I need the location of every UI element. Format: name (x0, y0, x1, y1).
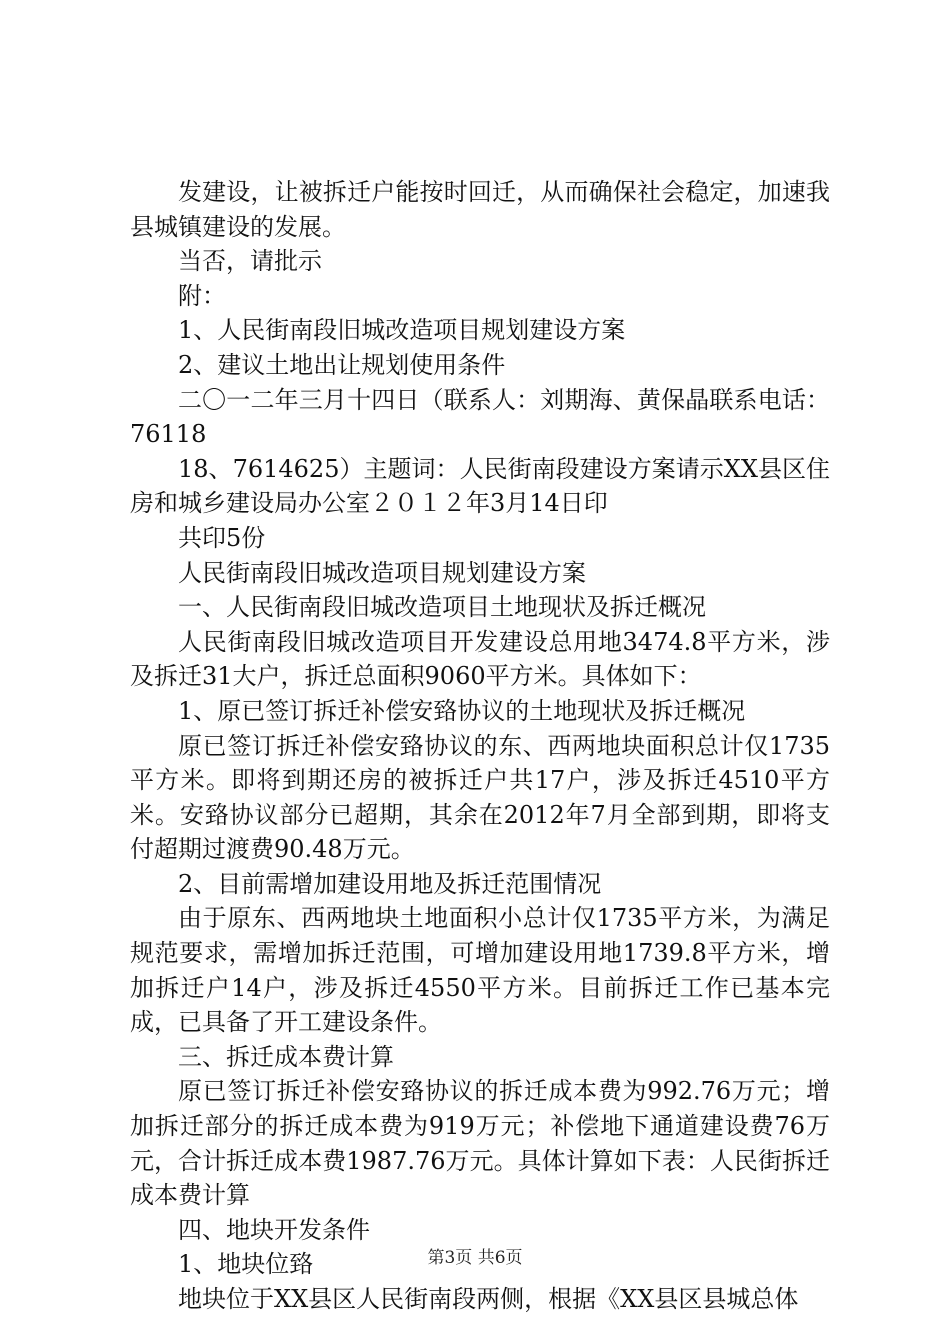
section-title: 人民街南段旧城改造项目规划建设方案 (178, 558, 586, 587)
paragraph: 由于原东、西两地块土地面积小总计仅1735平方米，为满足规范要求，需增加拆迁范围，可增加建设用地1739.8平方米，增加拆迁户14户，涉及拆迁4550平方米。目前拆迁工作已基本完成，已具备了开工建设条件。 (130, 904, 830, 1037)
document-body (130, 175, 830, 1317)
paragraph: 二〇一二年三月十四日（联系人：刘期海、黄保晶联系电话：76118 (130, 385, 830, 449)
subsection-heading: 1、地块位臵 (178, 1250, 314, 1279)
page-footer: 第3页 共6页 (427, 1248, 523, 1268)
section-heading: 三、拆迁成本费计算 (178, 1042, 394, 1071)
paragraph: 地块位于XX县区人民街南段两侧，根据《XX县区县城总体 (178, 1285, 799, 1313)
paragraph: 2、建议土地出让规划使用条件 (178, 350, 506, 379)
paragraph: 当否，请批示 (178, 247, 322, 276)
paragraph: 发建设，让被拆迁户能按时回迁，从而确保社会稳定，加速我县城镇建设的发展。 (130, 178, 830, 241)
paragraph: 原已签订拆迁补偿安臵协议的东、西两地块面积总计仅1735平方米。即将到期还房的被拆迁户共17户，涉及拆迁4510平方米。安臵协议部分已超期，其余在2012年7月全部到期，即将支付超期过渡费90.48万元。 (130, 731, 830, 864)
subsection-heading: 2、目前需增加建设用地及拆迁范围情况 (178, 869, 602, 898)
subsection-heading: 1、原已签订拆迁补偿安臵协议的土地现状及拆迁概况 (178, 696, 746, 725)
section-heading: 一、人民街南段旧城改造项目土地现状及拆迁概况 (178, 593, 706, 622)
paragraph: 18、7614625）主题词：人民街南段建设方案请示XX县区住房和城乡建设局办公室２０１２年3月14日印 (130, 454, 830, 518)
paragraph: 人民街南段旧城改造项目开发建设总用地3474.8平方米，涉及拆迁31大户，拆迁总面积9060平方米。具体如下： (130, 627, 830, 691)
paragraph: 原已签订拆迁补偿安臵协议的拆迁成本费为992.76万元；增加拆迁部分的拆迁成本费为919万元；补偿地下通道建设费76万元，合计拆迁成本费1987.76万元。具体计算如下表：人民街拆迁成本费计算 (130, 1077, 830, 1210)
paragraph: 附： (178, 281, 226, 310)
section-heading: 四、地块开发条件 (178, 1215, 370, 1244)
paragraph: 共印5份 (178, 523, 266, 552)
paragraph: 1、人民街南段旧城改造项目规划建设方案 (178, 316, 626, 345)
